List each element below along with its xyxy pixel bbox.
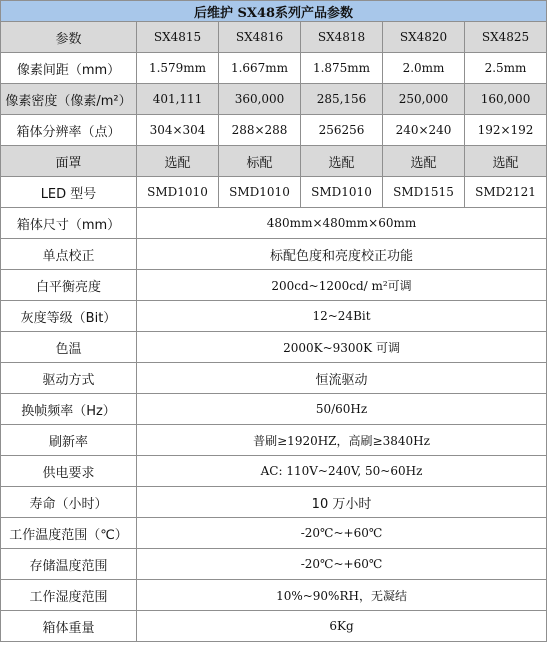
cell-value: 256256 [301,115,383,146]
row-label: 供电要求 [1,456,137,487]
model-header: SX4816 [219,22,301,53]
row-label: 存储温度范围 [1,549,137,580]
model-header: SX4825 [465,22,547,53]
cell-value: 选配 [465,146,547,177]
cell-value: 2.5mm [465,53,547,84]
table-row [1,456,547,487]
cell-value: 12~24Bit [137,301,547,332]
row-label: 箱体尺寸（mm） [1,208,137,239]
cell-value: 401,111 [137,84,219,115]
model-header: SX4820 [383,22,465,53]
table-row [1,239,547,270]
cell-value: 10 万小时 [137,487,547,518]
row-label: 工作温度范围（℃） [1,518,137,549]
cell-value: 选配 [301,146,383,177]
cell-value: 6Kg [137,611,547,642]
cell-value: 480mm×480mm×60mm [137,208,547,239]
table-row [1,208,547,239]
row-label: 刷新率 [1,425,137,456]
row-label: 灰度等级（Bit） [1,301,137,332]
row-label: 面罩 [1,146,137,177]
cell-value: 200cd~1200cd/ m²可调 [137,270,547,301]
cell-value: 285,156 [301,84,383,115]
cell-value: 标配色度和亮度校正功能 [137,239,547,270]
table-row [1,580,547,611]
row-label: 单点校正 [1,239,137,270]
row-label: 像素间距（mm） [1,53,137,84]
table-row-pixel-density [1,84,547,115]
cell-value: 240×240 [383,115,465,146]
cell-value: 288×288 [219,115,301,146]
cell-value: 50/60Hz [137,394,547,425]
table-row [1,487,547,518]
model-header: SX4815 [137,22,219,53]
row-label: 箱体重量 [1,611,137,642]
cell-value: AC: 110V~240V, 50~60Hz [137,456,547,487]
table-row-mask [1,146,547,177]
cell-value: 250,000 [383,84,465,115]
cell-value: 选配 [137,146,219,177]
cell-value: 恒流驱动 [137,363,547,394]
row-label: 箱体分辨率（点） [1,115,137,146]
model-header: SX4818 [301,22,383,53]
cell-value: 1.875mm [301,53,383,84]
cell-value: 160,000 [465,84,547,115]
row-label: 换帧频率（Hz） [1,394,137,425]
row-label: 像素密度（像素/m²） [1,84,137,115]
table-row [1,363,547,394]
row-label: 色温 [1,332,137,363]
row-label: 工作湿度范围 [1,580,137,611]
cell-value: -20℃~+60℃ [137,518,547,549]
cell-value: -20℃~+60℃ [137,549,547,580]
table-row [1,301,547,332]
cell-value: SMD1010 [137,177,219,208]
cell-value: 2000K~9300K 可调 [137,332,547,363]
cell-value: 1.667mm [219,53,301,84]
cell-value: SMD1010 [219,177,301,208]
table-row [1,270,547,301]
table-header-row [1,22,547,53]
cell-value: 304×304 [137,115,219,146]
table-row-pixel-pitch [1,53,547,84]
table-row [1,332,547,363]
table-row [1,518,547,549]
row-label: LED 型号 [1,177,137,208]
row-label: 寿命（小时） [1,487,137,518]
table-title: 后维护 SX48系列产品参数 [1,1,547,22]
cell-value: SMD1010 [301,177,383,208]
cell-value: 1.579mm [137,53,219,84]
row-label: 驱动方式 [1,363,137,394]
cell-value: 192×192 [465,115,547,146]
table-row [1,425,547,456]
header-label: 参数 [1,22,137,53]
cell-value: SMD1515 [383,177,465,208]
cell-value: 10%~90%RH，无凝结 [137,580,547,611]
cell-value: 2.0mm [383,53,465,84]
row-label: 白平衡亮度 [1,270,137,301]
cell-value: 选配 [383,146,465,177]
table-title-row [1,1,547,22]
cell-value: 普刷≥1920HZ，高刷≥3840Hz [137,425,547,456]
cell-value: SMD2121 [465,177,547,208]
cell-value: 360,000 [219,84,301,115]
table-row [1,549,547,580]
table-row [1,394,547,425]
table-row [1,611,547,642]
table-row-led-model [1,177,547,208]
cell-value: 标配 [219,146,301,177]
table-row-cabinet-resolution [1,115,547,146]
